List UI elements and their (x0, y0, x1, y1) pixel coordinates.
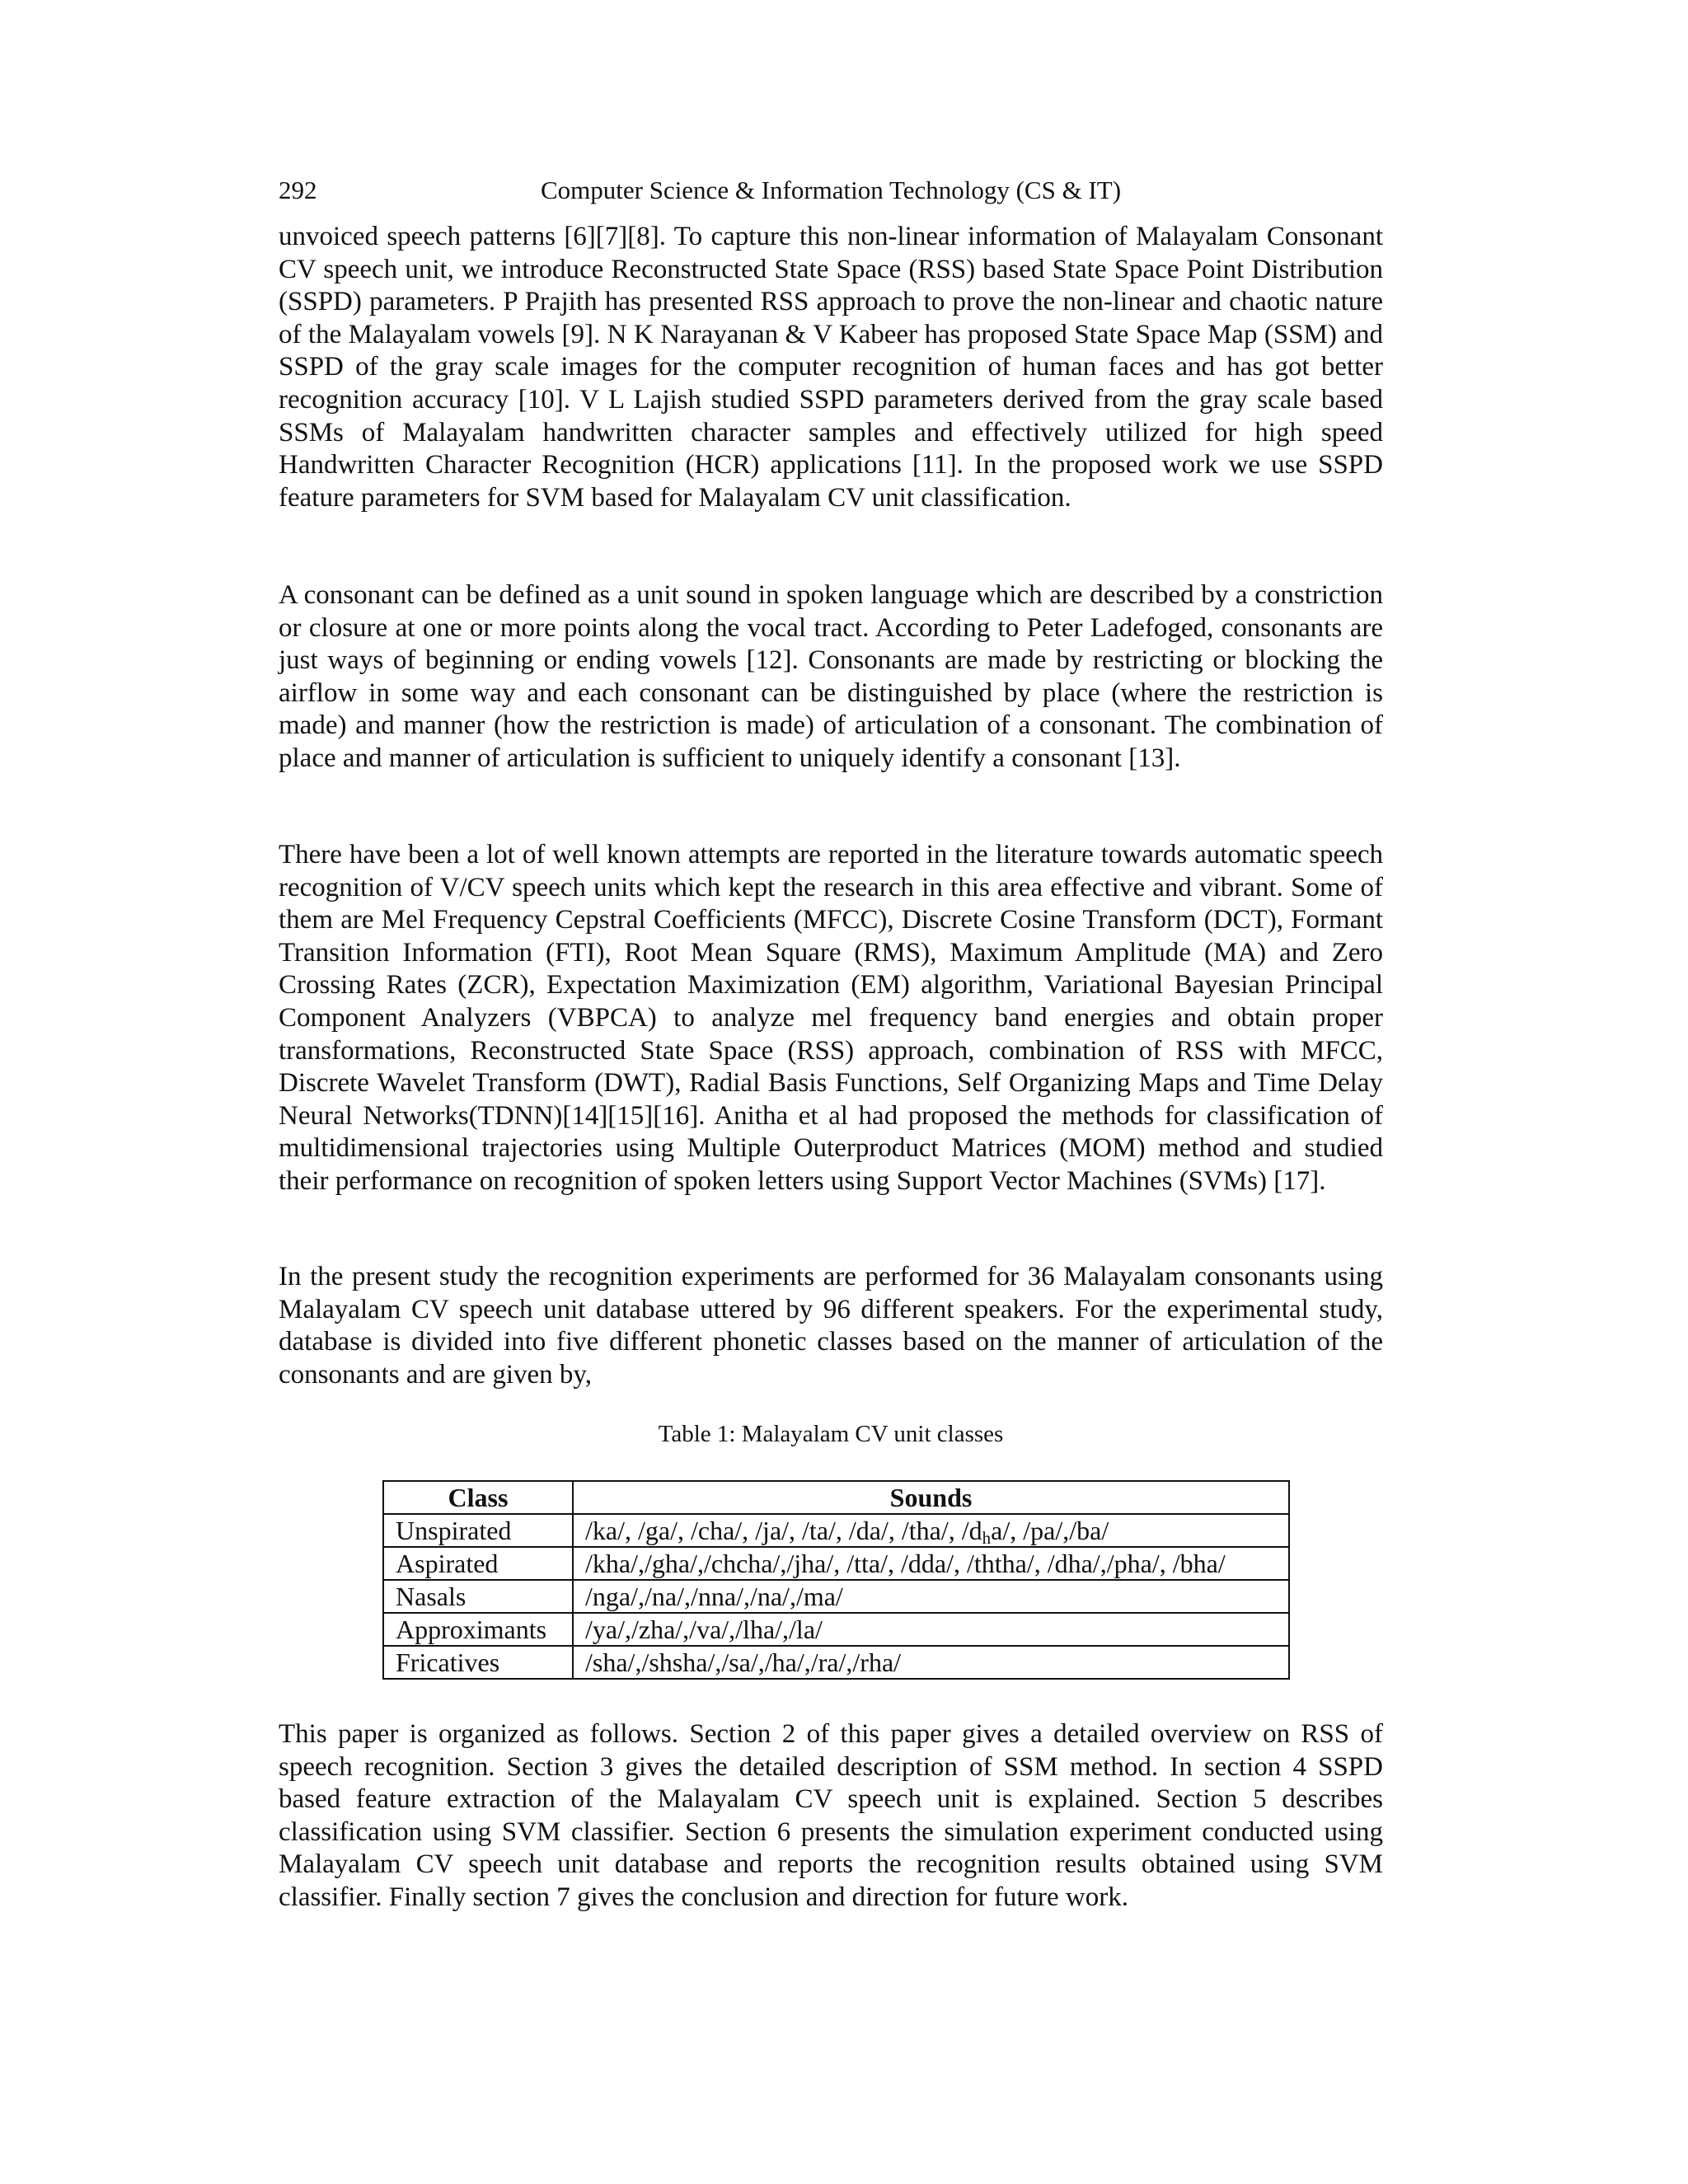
sounds-cell: /nga/,/na/,/nna/,/na/,/ma/ (573, 1580, 1289, 1613)
table-row (383, 1580, 1289, 1613)
sounds-text-part: /ka/, /ga/, /cha/, /ja/, /ta/, /da/, /tha/, /d (585, 1515, 982, 1545)
class-cell: Unspirated (383, 1514, 573, 1547)
paragraph-4: In the present study the recognition experiments are performed for 36 Malayalam consonants using Malayalam CV speech unit database uttered by 96 different speakers. For the experimental study, database is divided into five different phonetic classes based on the manner of articulation of the consonants and are given by, (279, 1262, 1383, 1390)
class-cell: Fricatives (383, 1646, 573, 1679)
running-header (279, 170, 1383, 211)
table-row (383, 1547, 1289, 1580)
sounds-cell: /ya/,/zha/,/va/,/lha/,/la/ (573, 1613, 1289, 1646)
paragraph-2: A consonant can be defined as a unit sound in spoken language which are described by a constriction or closure at one or more points along the vocal tract. According to Peter Ladefoged, consonants are just ways of beginning or ending vowels [12]. Consonants are made by restricting or blocking the airflow in some way and each consonant can be distinguished by place (where the restriction is made) and manner (how the restriction is made) of articulation of a consonant. The combination of place and manner of articulation is sufficient to uniquely identify a consonant [13]. (279, 580, 1383, 773)
sounds-cell: /kha/,/gha/,/chcha/,/jha/, /tta/, /dda/, /ththa/, /dha/,/pha/, /bha/ (573, 1547, 1289, 1580)
table-row (383, 1514, 1289, 1547)
table (382, 1480, 1290, 1680)
sounds-cell (573, 1514, 1289, 1547)
journal-title: Computer Science & Information Technology (CS & IT) (540, 176, 1122, 204)
table-row (383, 1613, 1289, 1646)
page-number: 292 (279, 176, 317, 204)
paragraph-1: unvoiced speech patterns [6][7][8]. To capture this non-linear information of Malayalam Consonant CV speech unit, we introduce Reconstructed State Space (RSS) based State Space Point Distribution (SSPD) parameters. P Prajith has presented RSS approach to prove the non-linear and chaotic nature of the Malayalam vowels [9]. N K Narayanan & V Kabeer has proposed State Space Map (SSM) and SSPD of the gray scale images for the computer recognition of human faces and has got better recognition accuracy [10]. V L Lajish studied SSPD parameters derived from the gray scale based SSMs of Malayalam handwritten character samples and effectively utilized for high speed Handwritten Character Recognition (HCR) applications [11]. In the proposed work we use SSPD feature parameters for SVM based for Malayalam CV unit classification. (279, 222, 1383, 513)
header-sounds: Sounds (573, 1481, 1289, 1514)
table-row (383, 1646, 1289, 1679)
class-cell: Aspirated (383, 1547, 573, 1580)
paragraph-3: There have been a lot of well known attempts are reported in the literature towards automatic speech recognition of V/CV speech units which kept the research in this area effective and vibrant. Some of them are Mel Frequency Cepstral Coefficients (MFCC), Discrete Cosine Transform (DCT), Formant Transition Information (FTI), Root Mean Square (RMS), Maximum Amplitude (MA) and Zero Crossing Rates (ZCR), Expectation Maximization (EM) algorithm, Variational Bayesian Principal Component Analyzers (VBPCA) to analyze mel frequency band energies and obtain proper transformations, Reconstructed State Space (RSS) approach, combination of RSS with MFCC, Discrete Wavelet Transform (DWT), Radial Basis Functions, Self Organizing Maps and Time Delay Neural Networks(TDNN)[14][15][16]. Anitha et al had proposed the methods for classification of multidimensional trajectories using Multiple Outerproduct Matrices (MOM) method and studied their performance on recognition of spoken letters using Support Vector Machines (SVMs) [17]. (279, 840, 1383, 1196)
class-cell: Nasals (383, 1580, 573, 1613)
subscript-h: h (982, 1527, 992, 1547)
sounds-cell: /sha/,/shsha/,/sa/,/ha/,/ra/,/rha/ (573, 1646, 1289, 1679)
cv-unit-classes-table (382, 1480, 1288, 1680)
sounds-text-part: a/, /pa/,/ba/ (991, 1515, 1109, 1545)
table-caption: Table 1: Malayalam CV unit classes (658, 1421, 1004, 1447)
paragraph-5: This paper is organized as follows. Section 2 of this paper gives a detailed overview on RSS of speech recognition. Section 3 gives the detailed description of SSM method. In section 4 SSPD based feature extraction of the Malayalam CV speech unit is explained. Section 5 describes classification using SVM classifier. Section 6 presents the simulation experiment conducted using Malayalam CV speech unit database and reports the recognition results obtained using SVM classifier. Finally section 7 gives the conclusion and direction for future work. (279, 1719, 1383, 1912)
header-class: Class (383, 1481, 573, 1514)
class-cell: Approximants (383, 1613, 573, 1646)
table-header-row (383, 1481, 1289, 1514)
